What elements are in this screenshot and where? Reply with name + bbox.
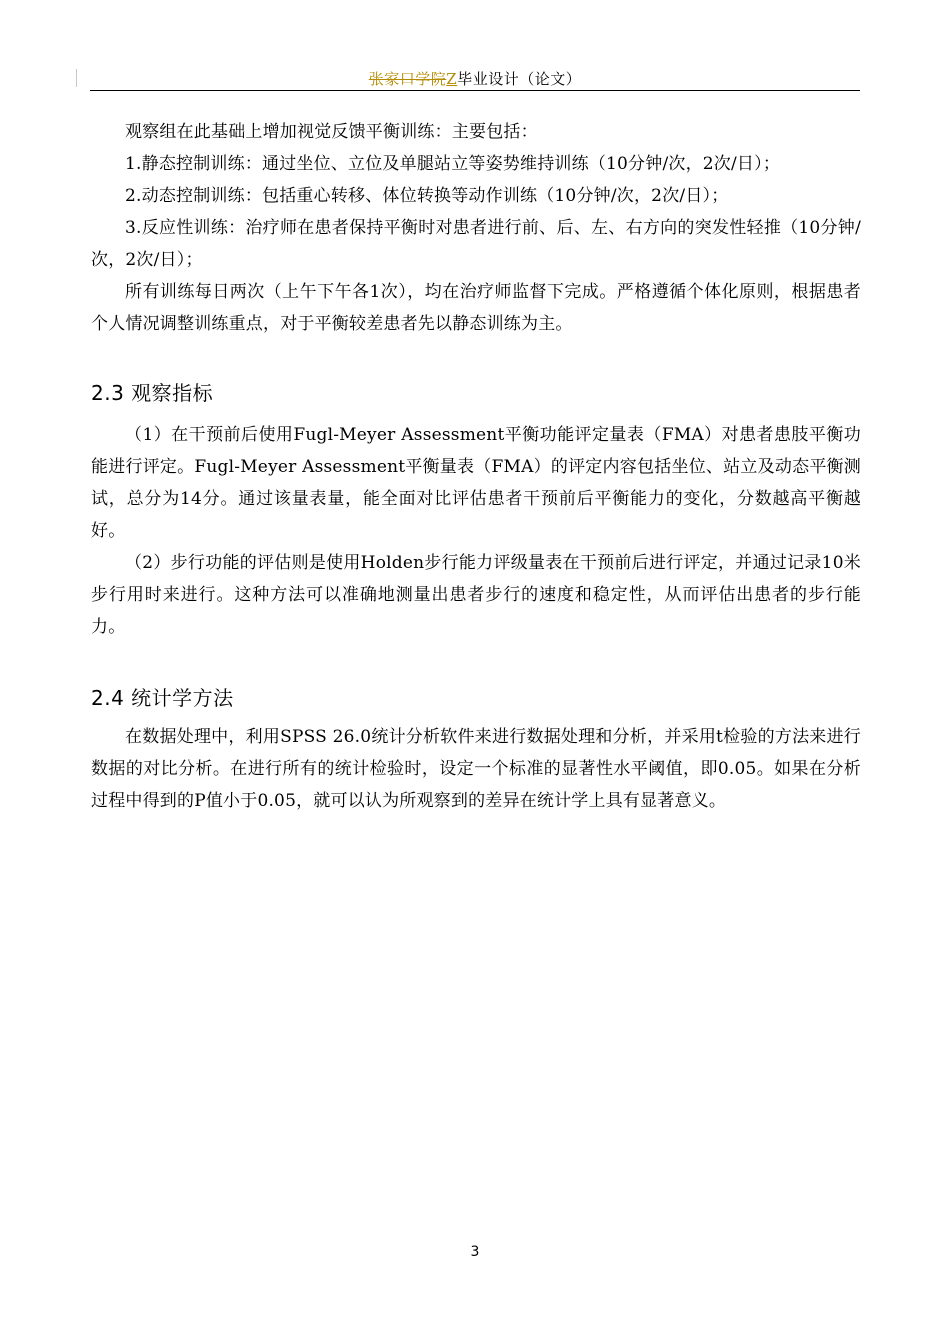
paragraph: 1.静态控制训练：通过坐位、立位及单腿站立等姿势维持训练（10分钟/次，2次/日）； xyxy=(125,154,781,174)
paragraph: 3.反应性训练：治疗师在患者保持平衡时对患者进行前、后、左、右方向的突发性轻推（10分钟/次，2次/日）； xyxy=(91,218,861,270)
section-2-3-body xyxy=(91,419,861,643)
header-rule xyxy=(90,90,860,91)
header-title: 毕业设计（论文） xyxy=(457,70,582,88)
section-2-4-body xyxy=(91,721,861,817)
paragraph: 2.动态控制训练：包括重心转移、体位转换等动作训练（10分钟/次，2次/日）； xyxy=(125,186,729,206)
intro-block xyxy=(91,116,861,340)
paragraph: （1）在干预前后使用Fugl-Meyer Assessment平衡功能评定量表（FMA）对患者患肢平衡功能进行评定。Fugl-Meyer Assessment平衡量表（FMA）的评定内容包括坐位、站立及动态平衡测试，总分为14分。通过该量表量，能全面对比评估患者干预前后平衡能力的变化，分数越高平衡越好。 xyxy=(91,425,861,541)
paragraph: 观察组在此基础上增加视觉反馈平衡训练：主要包括： xyxy=(125,122,538,142)
paragraph: 在数据处理中，利用SPSS 26.0统计分析软件来进行数据处理和分析，并采用t检验的方法来进行数据的对比分析。在进行所有的统计检验时，设定一个标准的显著性水平阈值，即0.05。如果在分析过程中得到的P值小于0.05，就可以认为所观察到的差异在统计学上具有显著意义。 xyxy=(91,727,861,811)
paragraph: 所有训练每日两次（上午下午各1次），均在治疗师监督下完成。严格遵循个体化原则，根据患者个人情况调整训练重点，对于平衡较差患者先以静态训练为主。 xyxy=(91,282,861,334)
paragraph: （2）步行功能的评估则是使用Holden步行能力评级量表在干预前后进行评定，并通过记录10米步行用时来进行。这种方法可以准确地测量出患者步行的速度和稳定性，从而评估出患者的步行能力。 xyxy=(91,553,861,637)
page-header xyxy=(90,68,860,90)
section-heading-2-3: 2.3 观察指标 xyxy=(91,381,214,405)
header-inserted-text: Z xyxy=(446,70,458,88)
header-deleted-text: 张家口学院 xyxy=(368,70,447,88)
section-heading-2-4: 2.4 统计学方法 xyxy=(91,686,234,710)
page-number: 3 xyxy=(470,1244,480,1260)
margin-corner-mark xyxy=(76,69,77,87)
